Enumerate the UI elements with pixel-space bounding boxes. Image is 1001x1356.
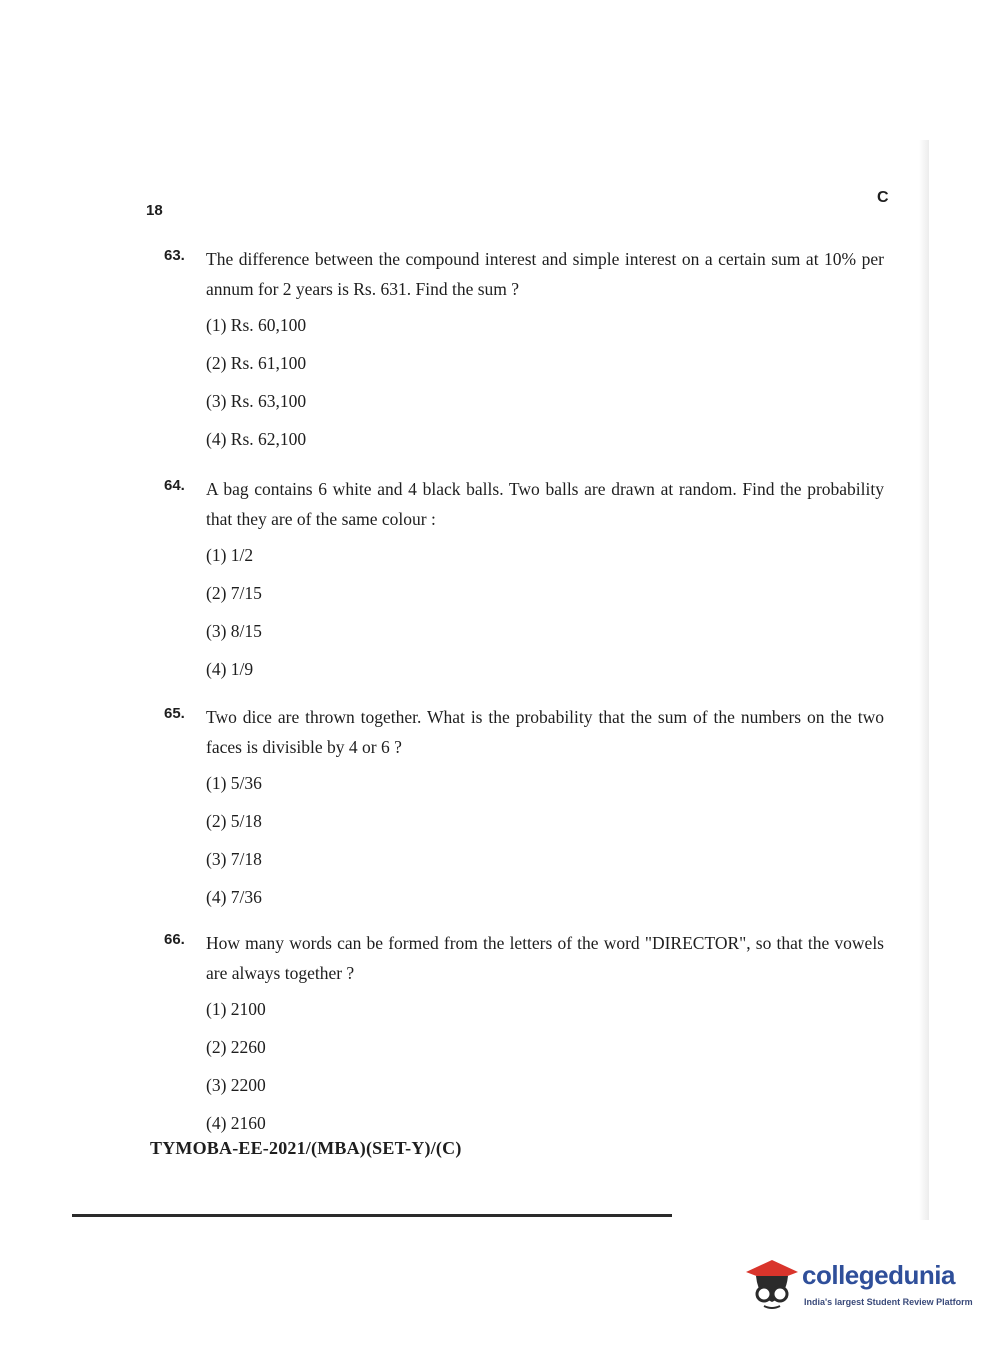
set-code: C [877, 189, 889, 206]
question-text: Two dice are thrown together. What is the probability that the sum of the numbers on the two faces is divisible by 4 or 6 ? [206, 707, 884, 757]
question-number: 64. [164, 477, 185, 494]
option-1: (1) 5/36 [206, 773, 262, 793]
option-3: (3) 8/15 [206, 621, 262, 641]
option-4: (4) 2160 [206, 1113, 266, 1133]
question-text: The difference between the compound interest and simple interest on a certain sum at 10% per annum for 2 years is Rs. 631. Find the sum ? [206, 249, 884, 299]
option-2: (2) 2260 [206, 1037, 266, 1057]
option-2: (2) 5/18 [206, 811, 262, 831]
bottom-divider [72, 1214, 672, 1217]
collegedunia-logo [742, 1250, 972, 1318]
question-65 [164, 702, 884, 920]
option-2: (2) Rs. 61,100 [206, 353, 307, 373]
option-list [206, 540, 884, 692]
option-1: (1) 1/2 [206, 545, 254, 565]
option-3: (3) Rs. 63,100 [206, 391, 307, 411]
question-63 [164, 244, 884, 462]
question-64 [164, 474, 884, 692]
question-text: A bag contains 6 white and 4 black balls. Two balls are drawn at random. Find the probability that they are of the same colour : [206, 479, 884, 529]
option-3: (3) 2200 [206, 1075, 266, 1095]
option-2: (2) 7/15 [206, 583, 262, 603]
logo-tagline: India's largest Student Review Platform [804, 1297, 973, 1307]
question-66 [164, 928, 884, 1146]
logo-wordmark: collegedunia [802, 1260, 955, 1290]
mascot-icon [742, 1252, 800, 1312]
option-4: (4) 1/9 [206, 659, 254, 679]
option-4: (4) Rs. 62,100 [206, 429, 307, 449]
question-text: How many words can be formed from the letters of the word "DIRECTOR", so that the vowels are always together ? [206, 933, 884, 983]
option-4: (4) 7/36 [206, 887, 262, 907]
paper-code: TYMOBA-EE-2021/(MBA)(SET-Y)/(C) [150, 1138, 462, 1158]
option-list [206, 768, 884, 920]
page-edge-shadow [919, 140, 929, 1220]
question-number: 65. [164, 705, 185, 722]
question-number: 66. [164, 931, 185, 948]
page-number: 18 [146, 202, 163, 219]
option-1: (1) Rs. 60,100 [206, 315, 307, 335]
question-number: 63. [164, 247, 185, 264]
option-3: (3) 7/18 [206, 849, 262, 869]
option-1: (1) 2100 [206, 999, 266, 1019]
option-list [206, 310, 884, 462]
option-list [206, 994, 884, 1146]
